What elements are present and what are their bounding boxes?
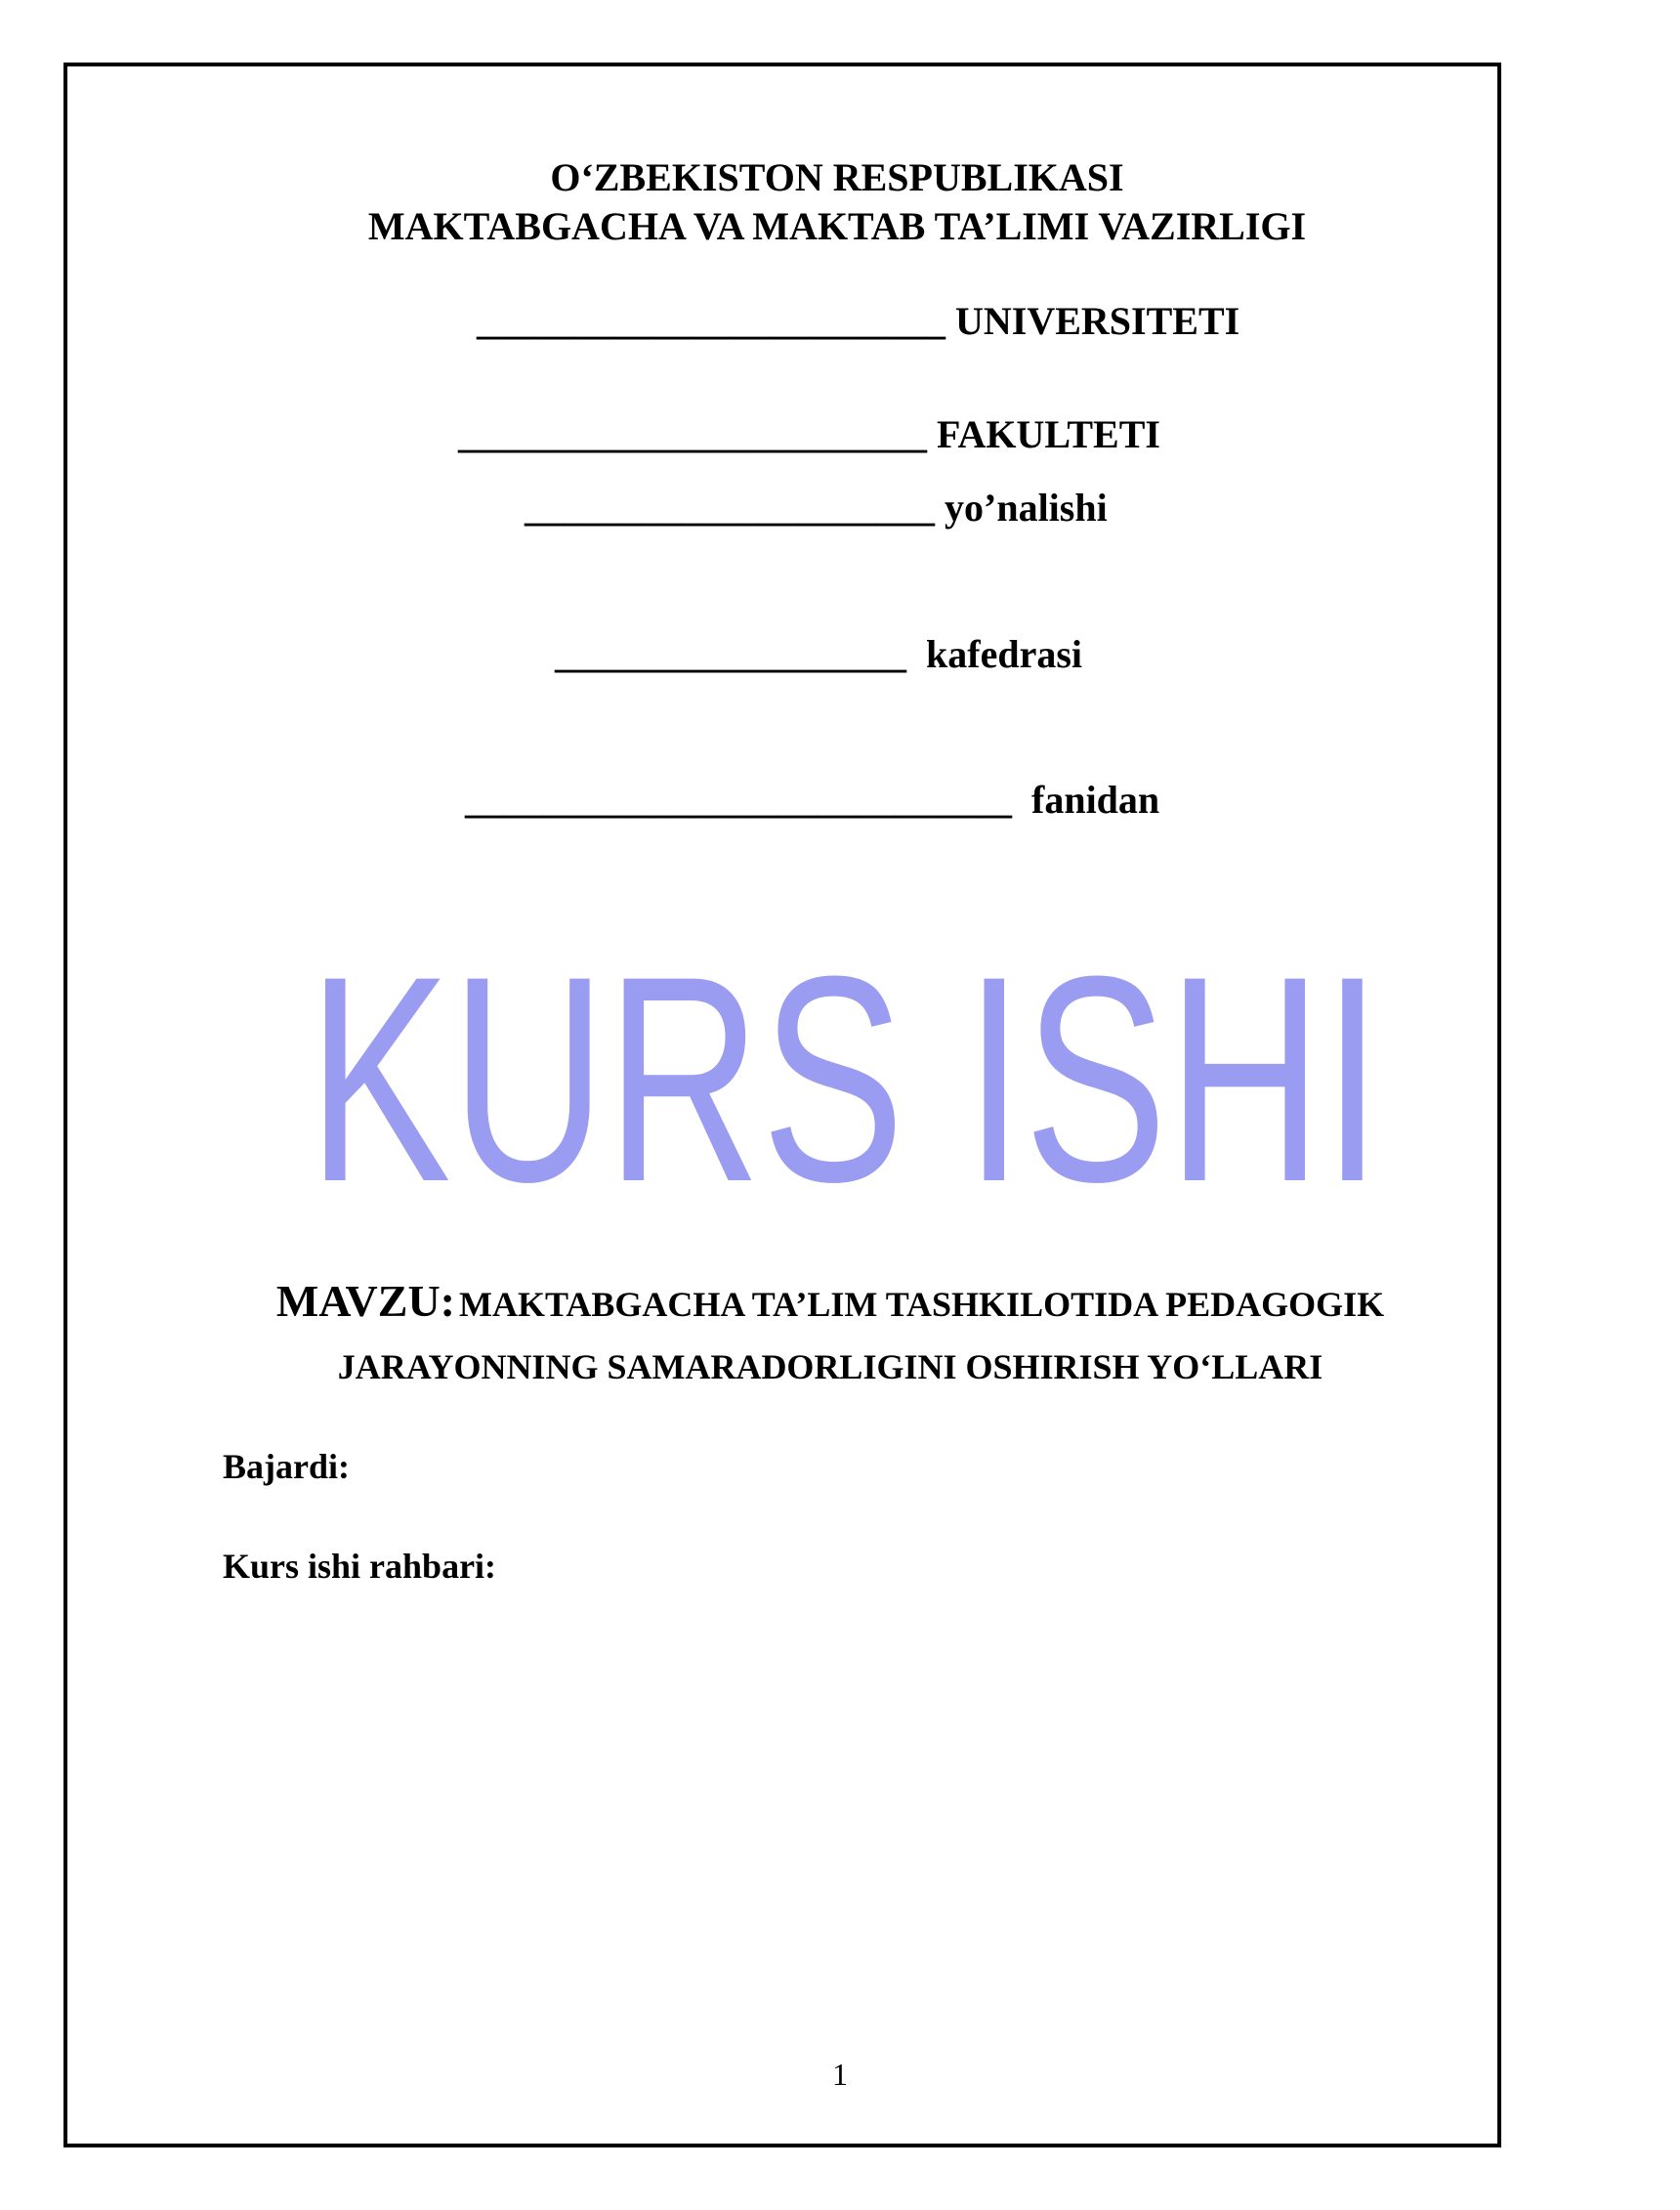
country-heading: O‘ZBEKISTON RESPUBLIKASI <box>550 155 1124 199</box>
department-label: kafedrasi <box>926 632 1082 676</box>
direction-field <box>525 485 1108 531</box>
faculty-blank: ________________________ <box>458 412 927 456</box>
subject-blank: ____________________________ <box>465 778 1012 822</box>
university-label: UNIVERSITETI <box>955 299 1240 343</box>
ministry-heading: MAKTABGACHA VA MAKTAB TA’LIMI VAZIRLIGI <box>367 204 1307 248</box>
kurs-ishi-title: KURS ISHI <box>308 914 1382 1243</box>
direction-blank: _____________________ <box>525 486 935 530</box>
topic-line-2 <box>195 1346 1465 1387</box>
direction-label: yo’nalishi <box>945 486 1108 530</box>
university-field <box>477 298 1239 344</box>
topic-line-1 <box>195 1275 1465 1327</box>
topic-text-2: JARAYONNING SAMARADORLIGINI OSHIRISH YO‘LLARI <box>337 1347 1323 1386</box>
subject-label: fanidan <box>1031 778 1160 822</box>
performed-by-label: Bajardi: <box>223 1447 350 1486</box>
department-field <box>555 631 1082 677</box>
faculty-field <box>458 411 1160 457</box>
university-blank: ________________________ <box>477 299 945 343</box>
supervisor-label: Kurs ishi rahbari: <box>223 1547 497 1586</box>
kurs-ishi-wordart <box>293 899 1397 1243</box>
department-blank: __________________ <box>555 632 906 676</box>
subject-field <box>465 777 1159 823</box>
page-number: 1 <box>832 2057 848 2092</box>
topic-lead: MAVZU: <box>275 1276 455 1326</box>
topic-text-1: MAKTABGACHA TA’LIM TASHKILOTIDA PEDAGOGIK <box>459 1285 1385 1324</box>
faculty-label: FAKULTETI <box>937 412 1160 456</box>
